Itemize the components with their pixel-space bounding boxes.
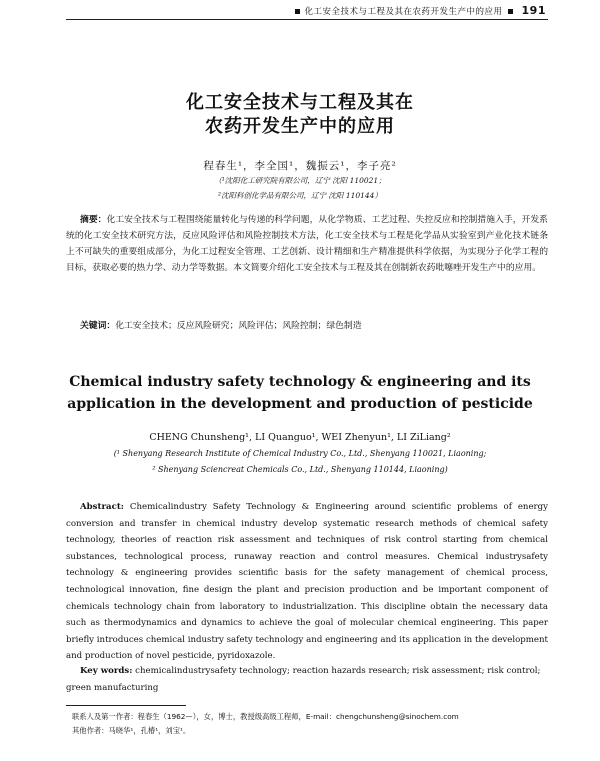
footnote-line-2: 其他作者：马晓华¹，孔椿¹，刘宝¹。 — [72, 726, 191, 735]
en-keywords — [66, 663, 548, 696]
zh-authors: 程春生¹，李全国¹，魏振云¹，李子亮² — [203, 160, 397, 172]
en-title-line-1: Chemical industry safety technology & engineering and its — [69, 374, 531, 390]
square-bullet-icon — [295, 9, 300, 14]
zh-abstract-label: 摘要： — [80, 215, 107, 225]
running-title: 化工安全技术与工程及其在农药开发生产中的应用 — [304, 7, 503, 17]
en-affiliation-1: (¹ Shenyang Research Institute of Chemical Industry Co., Ltd., Shenyang 110021, Liaoning; — [113, 449, 487, 458]
zh-abstract — [66, 212, 548, 276]
running-header — [0, 4, 546, 17]
square-bullet-icon — [508, 9, 513, 14]
zh-title-line-2: 农药开发生产中的应用 — [205, 116, 395, 137]
en-keywords-label: Key words: — [80, 666, 133, 676]
en-abstract-label: Abstract: — [80, 502, 124, 512]
footnote-line-1: 联系人及第一作者：程春生（1962—），女，博士，教授级高级工程师，E-mail：chengchunsheng@sinochem.com — [72, 712, 459, 721]
en-affiliation-2: ² Shenyang Sciencreat Chemicals Co., Ltd., Shenyang 110144, Liaoning) — [152, 465, 448, 474]
zh-keywords-text: 化工安全技术；反应风险研究；风险评估；风险控制；绿色制造 — [115, 321, 362, 331]
zh-keywords-label: 关键词： — [80, 321, 116, 331]
en-abstract-text: Chemicalindustry Safety Technology & Engineering around scientific problems of energy conversion and transfer in chemical industry develop systematic research methods of chemical safety technology, theories of reaction risk assessment and techniques of risk control starting from chemical substances, technological process, runaway reaction and control measures. Chemical industrysafety technology & engineering provides scientific basis for the safety management of chemical process, technological innovation, fine design the plant and precision production and be important component of chemicals technology chain from laboratory to industrialization. This discipline obtain the necessary data such as thermodynamics and dynamics to achieve the goal of molecular chemical engineering. This paper briefly introduces chemical industry safety technology and engineering and its application in the development and production of novel pesticide, pyridoxazole. — [66, 502, 548, 662]
page-number: 191 — [521, 4, 546, 17]
en-authors: CHENG Chunsheng¹, LI Quanguo¹, WEI Zhenyun¹, LI ZiLiang² — [149, 432, 451, 443]
zh-keywords — [66, 318, 548, 331]
footnote-divider — [66, 705, 186, 706]
en-abstract — [66, 499, 548, 665]
zh-abstract-text: 化工安全技术与工程围绕能量转化与传递的科学问题，从化学物质、工艺过程、失控反应和控制措施入手，开发系统的化工安全技术研究方法，反应风险评估和风险控制技术方法，化工安全技术与工程是化学品从实验室到产业化技术链条上不可缺失的重要组成部分，为化工过程安全管理、工艺创新、设计精细和生产精准提供科学依据，为实现分子化学工程的目标，获取必要的热力学、动力学等数据。本文简要介绍化工安全技术与工程及其在创制新农药吡噻唑开发生产中的应用。 — [66, 215, 548, 273]
en-title-line-2: application in the development and production of pesticide — [67, 396, 533, 412]
en-keywords-text: chemicalindustrysafety technology; reaction hazards research; risk assessment; risk control; green manufacturing — [66, 666, 541, 693]
zh-affiliation-1: （¹沈阳化工研究院有限公司，辽宁 沈阳 110021； — [214, 176, 386, 185]
header-divider — [66, 19, 548, 20]
zh-affiliation-2: ²沈阳科创化学品有限公司，辽宁 沈阳 110144） — [218, 191, 382, 200]
zh-title-line-1: 化工安全技术与工程及其在 — [186, 92, 414, 113]
